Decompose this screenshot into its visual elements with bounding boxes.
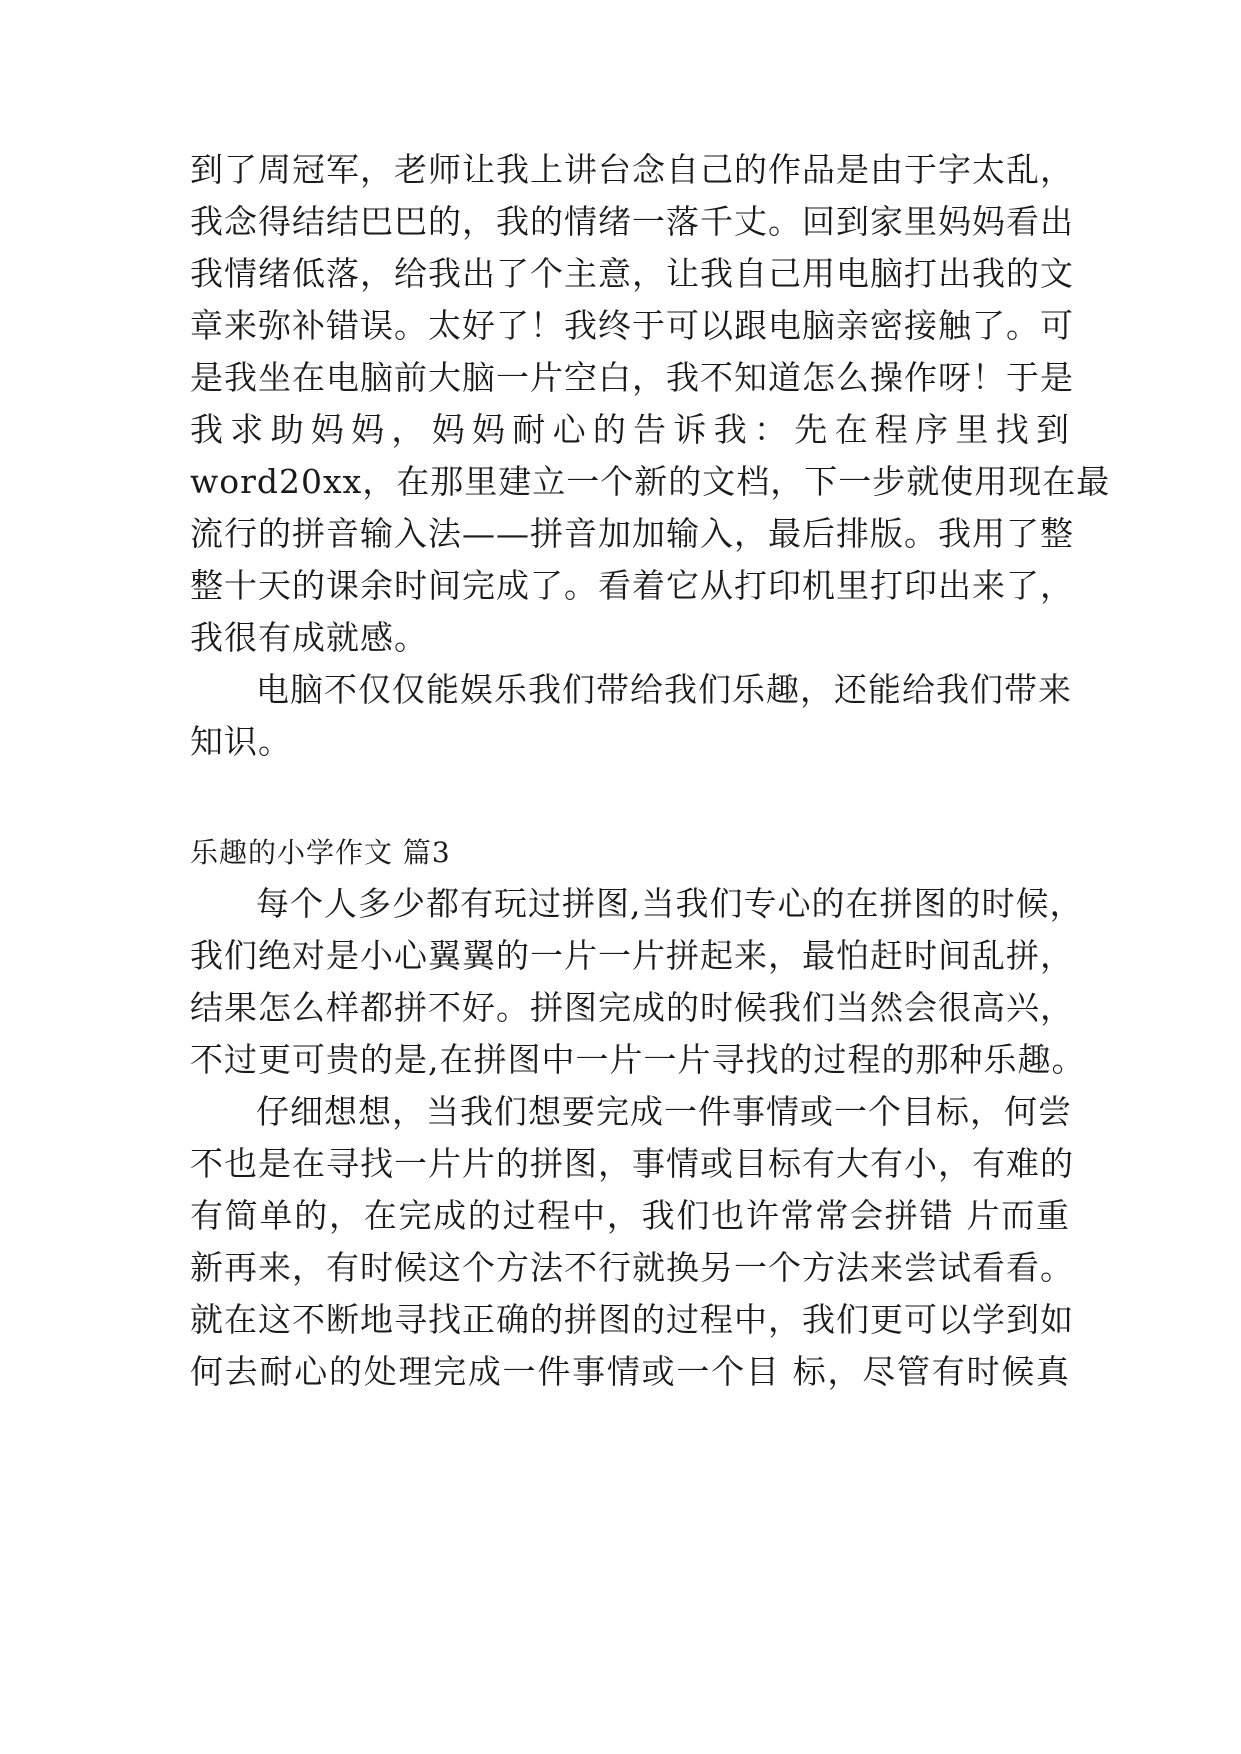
text-line: 到了周冠军，老师让我上讲台念自己的作品是由于字太乱， [190, 150, 1074, 189]
text-line: 整十天的课余时间完成了。看着它从打印机里打印出来了， [190, 566, 1074, 605]
text-line: word20xx，在那里建立一个新的文档，下一步就使用现在最 [190, 462, 1111, 501]
text-line: 我很有成就感。 [190, 618, 428, 657]
text-line: 何去耐心的处理完成一件事情或一个目 标，尽管有时候真 [190, 1352, 1070, 1391]
text-line: 不过更可贵的是,在拼图中一片一片寻找的过程的那种乐趣。 [190, 1040, 1086, 1079]
text-line: 流行的拼音输入法——拼音加加输入，最后排版。我用了整 [190, 514, 1074, 553]
text-line: 有简单的，在完成的过程中，我们也许常常会拼错 片而重 [190, 1196, 1070, 1235]
text-line: 我求助妈妈，妈妈耐心的告诉我：先在程序里找到 [190, 410, 1070, 449]
text-line: 新再来，有时候这个方法不行就换另一个方法来尝试看看。 [190, 1248, 1074, 1287]
text-line: 我念得结结巴巴的，我的情绪一落千丈。回到家里妈妈看出 [190, 202, 1074, 241]
text-line: 知识。 [190, 722, 292, 761]
text-line: 仔细想想，当我们想要完成一件事情或一个目标，何尝 [256, 1092, 1072, 1131]
text-line: 是我坐在电脑前大脑一片空白，我不知道怎么操作呀！于是 [190, 358, 1074, 397]
text-line: 每个人多少都有玩过拼图,当我们专心的在拼图的时候， [256, 884, 1084, 923]
text-line: 不也是在寻找一片片的拼图，事情或目标有大有小，有难的 [190, 1144, 1074, 1183]
text-line: 章来弥补错误。太好了！我终于可以跟电脑亲密接触了。可 [190, 306, 1074, 345]
text-line: 我们绝对是小心翼翼的一片一片拼起来，最怕赶时间乱拼， [190, 936, 1074, 975]
text-line: 结果怎么样都拼不好。拼图完成的时候我们当然会很高兴， [190, 988, 1074, 1027]
text-line: 我情绪低落，给我出了个主意，让我自己用电脑打出我的文 [190, 254, 1074, 293]
text-line: 就在这不断地寻找正确的拼图的过程中，我们更可以学到如 [190, 1300, 1074, 1339]
text-line: 电脑不仅仅能娱乐我们带给我们乐趣，还能给我们带来 [256, 670, 1072, 709]
section-heading: 乐趣的小学作文 篇3 [190, 836, 451, 869]
